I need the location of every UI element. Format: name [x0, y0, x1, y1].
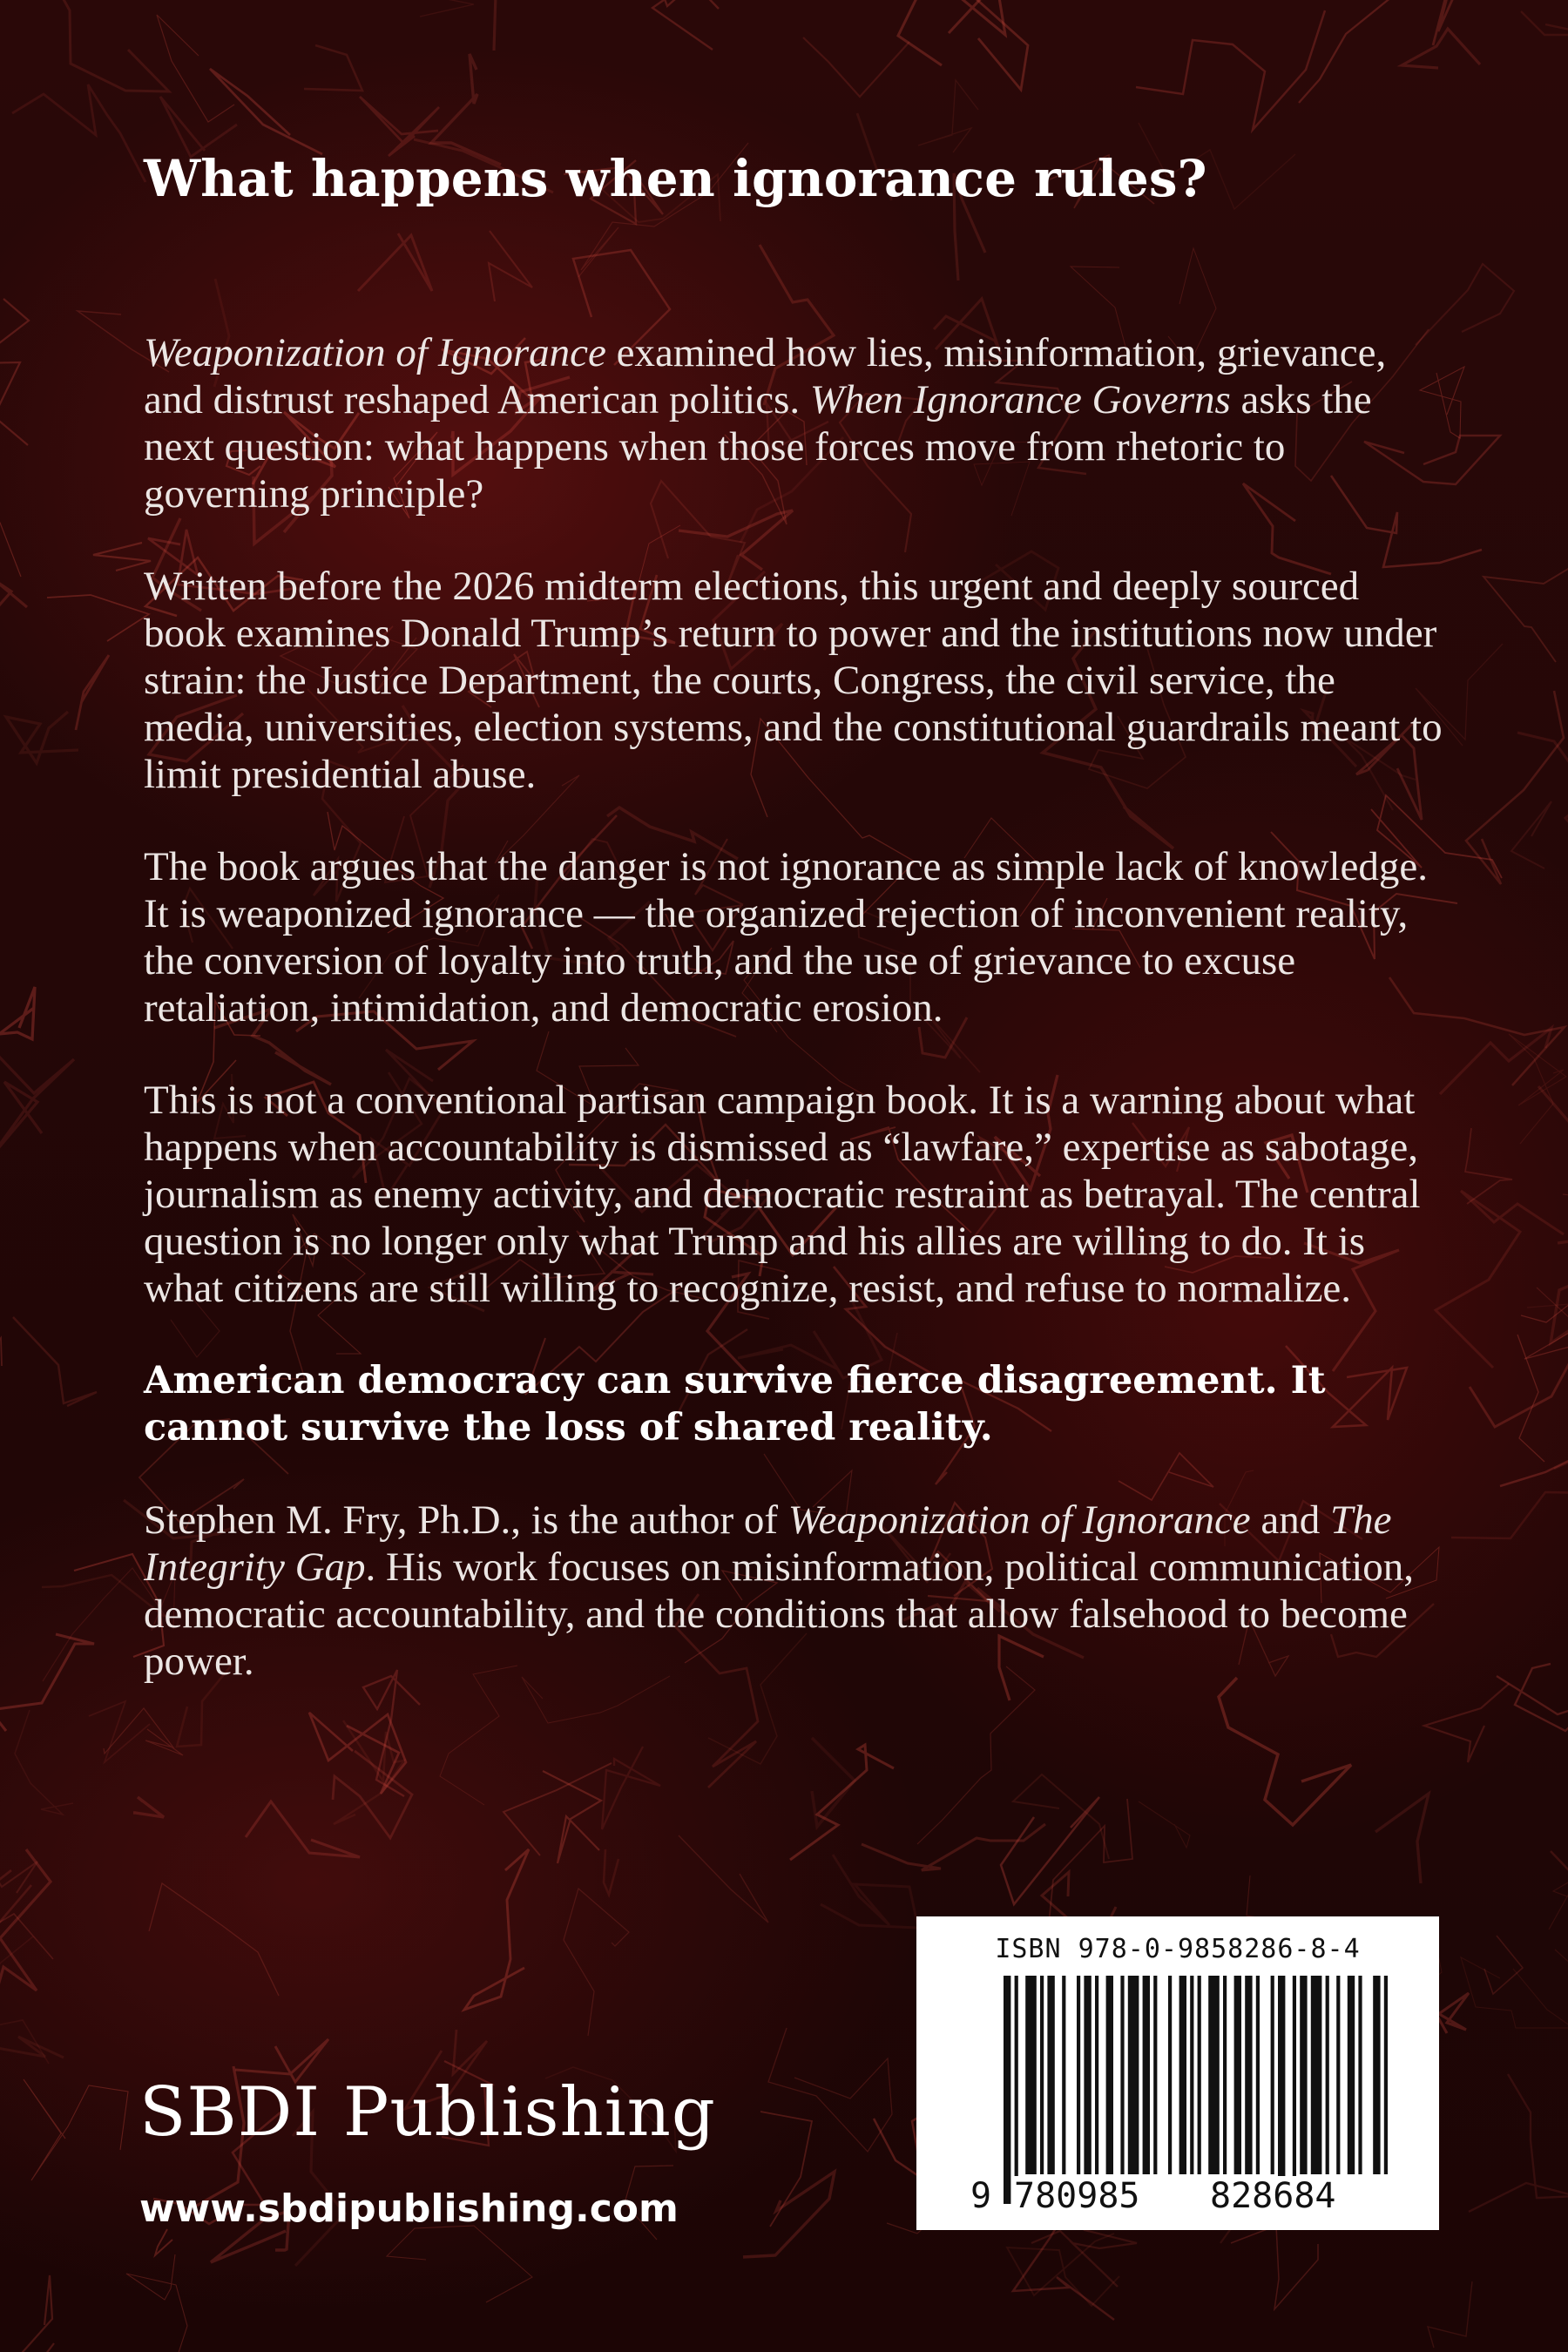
crack-line	[464, 1849, 529, 2010]
crack-line	[1469, 2074, 1568, 2212]
barcode-bars	[916, 1916, 1439, 2230]
crack-line	[1435, 1993, 1469, 2033]
barcode-bar	[1271, 1976, 1274, 2174]
barcode-bar	[1025, 1976, 1037, 2174]
crack-line	[1049, 1799, 1132, 1935]
crack-line	[1466, 691, 1564, 884]
paragraph-argument: The book argues that the danger is not ignorance as simple lack of knowledge. It is weaponized ignorance — the organized rejection of inconvenient reality, the conversion of loyalty into truth, and the use of grievance to excuse retaliation, intimidation, and democratic erosion.	[144, 844, 1428, 1031]
book-title-integrity-gap: The Integrity Gap	[144, 1497, 1392, 1590]
crack-line	[1299, 0, 1418, 103]
barcode-bar	[1004, 1976, 1010, 2204]
crack-line	[803, 37, 909, 97]
crack-line	[482, 0, 580, 51]
crack-line	[1231, 2226, 1318, 2309]
crack-line	[0, 523, 21, 577]
barcode-bar	[1223, 1976, 1227, 2174]
barcode-bar	[1300, 1976, 1307, 2174]
crack-line	[1375, 1794, 1429, 1883]
paragraph-warning: This is not a conventional partisan campaign book. It is a warning about what happens when accountability is dismissed as “lawfare,” expertise as sabotage, journalism as enemy activity, and democratic restraint as betrayal. The central question is no longer only what Trump and his allies are willing to do. It is what citizens are still willing to recognize, resist, and refuse to normalize.	[144, 1078, 1421, 1311]
crack-line	[93, 543, 151, 571]
barcode-bar	[1047, 1976, 1054, 2174]
crack-line	[768, 2028, 892, 2152]
crack-line	[1521, 1291, 1568, 1359]
barcode-bar	[1384, 1976, 1388, 2174]
crack-line	[564, 1889, 629, 2036]
crack-line	[12, 84, 145, 182]
crack-line	[862, 1824, 1045, 1870]
cover-text-column	[144, 148, 1450, 1730]
publisher-name: SBDI Publishing	[139, 2073, 716, 2152]
crack-line	[1451, 1445, 1568, 1538]
crack-line	[126, 2254, 187, 2352]
crack-line	[821, 1855, 918, 1928]
crack-line	[15, 1710, 73, 1815]
crack-line	[1139, 1801, 1190, 1848]
crack-line	[1465, 1128, 1512, 1204]
crack-line	[149, 1883, 279, 1996]
headline: What happens when ignorance rules?	[144, 149, 1207, 208]
barcode-bar	[1015, 1976, 1018, 2204]
crack-line	[0, 1338, 2, 1391]
bio-text-1: Stephen M. Fry, Ph.D., is the author of	[144, 1497, 788, 1543]
crack-line	[1007, 2234, 1119, 2306]
crack-line	[210, 69, 322, 154]
crack-line	[0, 2275, 54, 2352]
crack-line	[1521, 11, 1568, 35]
crack-line	[1511, 801, 1551, 868]
barcode-bar	[1348, 1976, 1355, 2174]
crack-line	[1537, 1194, 1568, 1321]
paragraph-intro	[144, 329, 1450, 517]
crack-line	[790, 1745, 894, 1860]
barcode-bar	[1095, 1976, 1098, 2174]
crack-line	[387, 2226, 532, 2302]
crack-line	[360, 97, 439, 156]
barcode-bar	[1256, 1976, 1260, 2174]
crack-line	[6, 712, 78, 763]
crack-line	[918, 80, 978, 152]
barcode-bar	[1326, 1976, 1329, 2174]
bio-text-2: and	[1250, 1497, 1331, 1543]
barcode-bar	[1143, 1976, 1150, 2174]
barcode-bar	[1336, 1976, 1340, 2174]
crack-line	[304, 45, 362, 91]
barcode-bar	[1168, 1976, 1172, 2174]
crack-line	[1549, 1876, 1568, 1965]
barcode-bar	[1208, 1976, 1220, 2174]
barcode-digit-first: 9	[970, 2176, 992, 2216]
crack-line	[1402, 29, 1480, 68]
barcode-bar	[1077, 1976, 1080, 2174]
isbn-label: ISBN 978-0-9858286-8-4	[995, 1934, 1361, 1964]
barcode-bar	[1106, 1976, 1113, 2174]
crack-line	[133, 1797, 164, 1817]
crack-line	[1461, 1957, 1568, 2028]
barcode-bar	[1179, 1976, 1186, 2174]
barcode-bar	[1278, 1976, 1285, 2204]
barcode-digits-left: 780985	[1014, 2176, 1140, 2216]
barcode-bar	[1358, 1976, 1362, 2174]
bio-text-3: . His work focuses on misinformation, political communication, democratic accountability, and the conditions that allow falsehood to become power.	[144, 1544, 1415, 1684]
intro-text-2: asks the next question: what happens when those forces move from rhetoric to governing principle?	[144, 377, 1372, 517]
crack-line	[602, 1747, 660, 1829]
crack-line	[155, 2229, 172, 2255]
crack-line	[1551, 1239, 1568, 1343]
barcode-bar	[1245, 1976, 1252, 2174]
crack-line	[0, 553, 27, 607]
paragraph-author-bio	[144, 1497, 1450, 1685]
crack-line	[24, 2079, 128, 2180]
crack-line	[604, 1849, 618, 1895]
barcode-bar	[1062, 1976, 1065, 2174]
crack-line	[246, 1801, 360, 1857]
barcode-bar	[1190, 1976, 1193, 2174]
barcode-bar	[1293, 1976, 1296, 2204]
crack-line	[504, 1763, 612, 1855]
book-title-weaponization: Weaponization of Ignorance	[144, 330, 606, 375]
crack-line	[0, 1037, 74, 1159]
crack-line	[356, 0, 474, 17]
paragraph-context: Written before the 2026 midterm elections, this urgent and deeply sourced book examines Donald Trump’s return to power and the institutions now under strain: the Justice Department, the courts, Congress, the civil service, the media, universities, election systems, and the constitutional guardrails meant to limit presidential abuse.	[144, 564, 1443, 797]
book-title-weaponization-bio: Weaponization of Ignorance	[787, 1497, 1251, 1543]
crack-line	[1509, 1034, 1566, 1144]
barcode-digits-right: 828684	[1210, 2176, 1336, 2216]
book-title-when-ignorance-governs: When Ignorance Governs	[809, 377, 1231, 422]
barcode-bar	[1311, 1976, 1322, 2174]
barcode-bar	[1128, 1976, 1139, 2174]
crack-line	[743, 2172, 835, 2257]
crack-line	[1436, 1191, 1564, 1368]
crack-line	[1517, 1335, 1544, 1462]
paragraph-tagline: American democracy can survive fierce disagreement. It cannot survive the loss of shared reality.	[144, 1359, 1326, 1450]
barcode-bar	[1084, 1976, 1091, 2174]
crack-line	[0, 987, 35, 1039]
crack-line	[1500, 1451, 1568, 1498]
crack-line	[0, 1634, 94, 1731]
barcode-bar	[1234, 1976, 1241, 2174]
crack-line	[1538, 1086, 1568, 1137]
crack-line	[760, 2112, 812, 2227]
barcode-bar	[1198, 1976, 1201, 2174]
crack-line	[0, 299, 29, 445]
crack-line	[1136, 10, 1325, 130]
crack-line	[89, 1701, 150, 1762]
crack-line	[1497, 1664, 1568, 1731]
crack-line	[13, 1317, 97, 1406]
crack-line	[543, 1771, 601, 1863]
crack-line	[1551, 1851, 1568, 1960]
barcode-bar	[1120, 1976, 1124, 2174]
isbn-barcode	[916, 1916, 1439, 2230]
barcode-bar	[1153, 1976, 1157, 2174]
barcode-bar	[1040, 1976, 1044, 2174]
crack-line	[1484, 1936, 1523, 1994]
crack-line	[1428, 2281, 1472, 2348]
crack-line	[47, 595, 149, 641]
crack-line	[0, 1936, 49, 2064]
barcode-bar	[1373, 1976, 1380, 2174]
crack-line	[76, 655, 109, 730]
crack-line	[1517, 733, 1568, 858]
crack-line	[0, 2033, 64, 2076]
crack-line	[646, 0, 719, 50]
crack-line	[51, 0, 169, 91]
publisher-website[interactable]: www.sbdipublishing.com	[139, 2186, 679, 2231]
intro-text-1: examined how lies, misinformation, grievance, and distrust reshaped American politics.	[144, 330, 1387, 422]
crack-line	[679, 1835, 768, 1923]
crack-line	[1484, 548, 1568, 662]
